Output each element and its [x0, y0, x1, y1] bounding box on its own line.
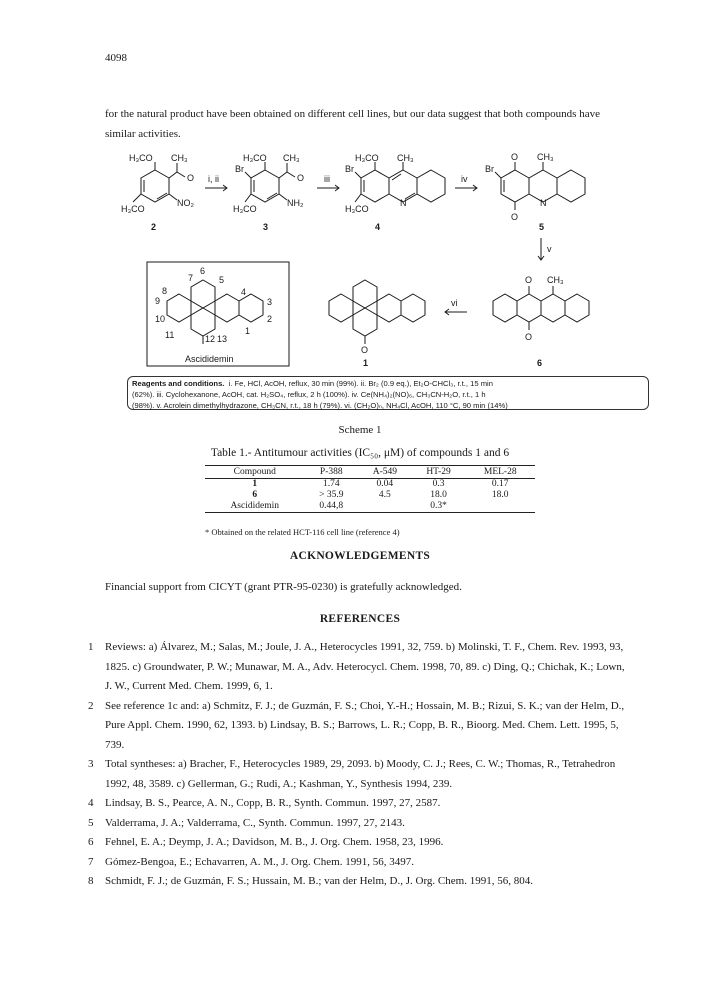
table-cell: 6 [252, 490, 258, 500]
table-cell: 1 [252, 479, 258, 489]
label-o-bottom-6: O [525, 332, 533, 342]
table-cell: 1.74 [322, 479, 340, 489]
svg-text:10: 10 [155, 314, 166, 324]
table-cell: > 35.9 [319, 490, 344, 500]
table-cell: 18.0 [430, 490, 447, 500]
references-heading: REFERENCES [319, 613, 401, 625]
label-o-2: O [187, 173, 195, 183]
table-cell: 0.17 [491, 479, 509, 489]
table-footnote: * Obtained on the related HCT-116 cell line (reference 4) [205, 527, 400, 537]
table-header: MEL-28 [465, 466, 535, 479]
table-title: Table 1.- Antitumour activities (IC₅₀, μM) of compounds 1 and 6 [210, 447, 510, 459]
label-h3co-bottom-3: H₃CO [233, 204, 257, 214]
reference-item [88, 697, 633, 756]
table-row [205, 490, 535, 501]
references-list [88, 638, 633, 892]
compound-3-structure [233, 153, 304, 232]
reaction-scheme [105, 150, 625, 380]
reference-text: Valderrama, J. A.; Valderrama, C., Synth. Commun. 1997, 27, 2143. [105, 816, 405, 829]
compound-number-5: 5 [539, 222, 545, 232]
label-o-top-5: O [511, 152, 519, 162]
reagents-title: Reagents and conditions. [132, 379, 225, 388]
label-br-5: Br [485, 164, 494, 174]
table-header: Compound [205, 466, 304, 479]
label-h3co-top-2: H₃CO [129, 153, 153, 163]
table-header: HT-29 [412, 466, 466, 479]
svg-text:5: 5 [219, 275, 225, 285]
table-cell: Ascididemin [205, 501, 304, 513]
reference-item [88, 872, 633, 892]
acknowledgements-text: Financial support from CICYT (grant PTR-95-0230) is gratefully acknowledged. [105, 581, 462, 593]
label-ch3-3: CH₃ [283, 153, 300, 163]
compound-4-structure [345, 153, 445, 232]
arrow-step-iv [455, 174, 477, 191]
label-o-top-6: O [525, 275, 533, 285]
page-number: 4098 [105, 52, 127, 64]
reference-number: 4 [88, 797, 94, 809]
reference-number: 3 [88, 758, 94, 770]
svg-text:4: 4 [241, 287, 247, 297]
table-cell: 0.04 [376, 479, 394, 489]
reference-text: Reviews: a) Álvarez, M.; Salas, M.; Joule, J. A., Heterocycles 1991, 32, 759. b) Molinski, T. F., Chem. Rev. 1993, 93, 1825. c) Groundwater, P. W.; Munawar, M. A., Adv. Heterocycl. Chem. 1998, 70, 89. c) Ding, Q.; Chichak, K.; Lown, J. W., Current Med. Chem. 1999, 6, 1. [105, 641, 625, 692]
arrow-label-iv: iv [461, 174, 468, 184]
svg-text:6: 6 [200, 266, 206, 276]
ascididemin-box [147, 262, 289, 366]
acknowledgements-heading: ACKNOWLEDGEMENTS [289, 550, 431, 562]
label-h3co-bottom-2: H₃CO [121, 204, 145, 214]
ascididemin-label: Ascididemin [185, 354, 234, 364]
label-ch3-2: CH₃ [171, 153, 188, 163]
label-ch3-4: CH₃ [397, 153, 414, 163]
reagents-line-3: (98%). v. Acrolein dimethylhydrazone, CH₃CN, r.t., 18 h (79%). vi. (CH₂O)ₙ, NH₄Cl, AcOH, 110 °C, 90 min (14%) [132, 401, 508, 410]
table-cell: 0.3 [432, 479, 445, 489]
table-cell: 4.5 [378, 490, 391, 500]
label-h3co-top-3: H₃CO [243, 153, 267, 163]
table-cell [358, 501, 412, 513]
label-no2-2: NO₂ [177, 198, 194, 208]
table-row [205, 501, 535, 513]
reference-number: 1 [88, 641, 94, 653]
compound-5-structure [485, 152, 585, 232]
compound-6-structure [493, 275, 589, 368]
table-header: P-388 [304, 466, 358, 479]
reference-item [88, 755, 633, 794]
reference-number: 6 [88, 836, 94, 848]
compound-number-4: 4 [375, 222, 381, 232]
reference-item [88, 638, 633, 697]
reference-text: Lindsay, B. S., Pearce, A. N., Copp, B. R., Synth. Commun. 1997, 27, 2587. [105, 797, 441, 809]
arrow-label-i-ii: i, ii [208, 174, 219, 184]
table-header-row [205, 466, 535, 479]
svg-text:13: 13 [217, 334, 228, 344]
arrow-step-iii [317, 174, 339, 191]
reference-text: Gómez-Bengoa, E.; Echavarren, A. M., J. Org. Chem. 1991, 56, 3497. [105, 855, 414, 868]
activity-table [205, 465, 535, 513]
reference-item [88, 814, 633, 834]
compound-number-1: 1 [363, 358, 369, 368]
label-o-bottom-5: O [511, 212, 519, 222]
reference-item [88, 794, 633, 814]
svg-text:1: 1 [245, 326, 251, 336]
arrow-label-v: v [547, 244, 552, 254]
reference-item [88, 833, 633, 853]
svg-text:2: 2 [267, 314, 273, 324]
label-n-4: N [400, 198, 407, 208]
svg-text:12: 12 [205, 334, 216, 344]
reagents-line-2: (62%). iii. Cyclohexanone, AcOH, cat. H₂SO₄, reflux, 2 h (100%). iv. Ce(NH₄)₂(NO)₆, CH₃CN-H₂O, r.t., 1 h [132, 390, 486, 399]
label-o-3: O [297, 173, 305, 183]
reference-number: 5 [88, 816, 94, 829]
svg-text:3: 3 [267, 297, 273, 307]
reference-item [88, 853, 633, 873]
table-cell: 18.0 [491, 490, 509, 500]
arrow-label-iii: iii [324, 174, 330, 184]
arrow-label-vi: vi [451, 298, 458, 308]
label-ch3-6: CH₃ [547, 275, 564, 285]
svg-text:7: 7 [188, 273, 194, 283]
label-br-4: Br [345, 164, 354, 174]
svg-text:8: 8 [162, 286, 168, 296]
label-n-5: N [540, 198, 547, 208]
table-row [205, 479, 535, 491]
compound-number-6: 6 [537, 358, 543, 368]
svg-text:11: 11 [165, 330, 175, 340]
label-h3co-top-4: H₃CO [355, 153, 379, 163]
label-ch3-5: CH₃ [537, 152, 554, 162]
reference-text: Schmidt, F. J.; de Guzmán, F. S.; Hussain, M. B.; van der Helm, D., J. Org. Chem. 1991, 56, 804. [105, 875, 533, 887]
reference-text: Total syntheses: a) Bracher, F., Heterocycles 1989, 29, 2093. b) Moody, C. J.; Rees, C. W.; Thomas, R., Tetrahedron 1992, 48, 3589. c) Gellerman, G.; Rudi, A.; Kashman, Y., Synthesis 1994, 239. [105, 758, 616, 790]
label-br-3: Br [235, 164, 244, 174]
arrow-step-i-ii [205, 174, 227, 191]
reagents-line-1: i. Fe, HCl, AcOH, reflux, 30 min (99%). ii. Br₂ (0.9 eq.), Et₂O-CHCl₃, r.t., 15 min [228, 379, 493, 388]
reference-text: Fehnel, E. A.; Deymp, J. A.; Davidson, M. B., J. Org. Chem. 1958, 23, 1996. [105, 836, 444, 848]
compound-number-2: 2 [151, 222, 157, 232]
compound-number-3: 3 [263, 222, 269, 232]
reference-text: See reference 1c and: a) Schmitz, F. J.; de Guzmán, F. S.; Choi, Y.-H.; Hossain, M. B.; Rizui, S. K.; van der Helm, D., Pure Appl. Chem. 1990, 62, 1393. b) Lindsay, B. S.; Barrows, L. R.; Copp, B. R., Bioorg. Med. Chem. Lett. 1995, 5, 739. [105, 699, 625, 751]
reference-number: 7 [88, 855, 94, 868]
compound-2-structure [121, 153, 195, 232]
arrow-step-v [538, 238, 552, 260]
reference-number: 2 [88, 699, 94, 712]
table-cell: 0.44,8 [304, 501, 358, 513]
label-nh2-3: NH₂ [287, 198, 304, 208]
intro-paragraph: for the natural product have been obtained on different cell lines, but our data suggest that both compounds have similar activities. [105, 108, 600, 140]
scheme-caption: Scheme 1 [338, 424, 382, 436]
label-o-1: O [361, 345, 369, 355]
arrow-step-vi [445, 298, 467, 315]
table-header: A-549 [358, 466, 412, 479]
reagents-box [127, 376, 649, 410]
svg-text:9: 9 [155, 296, 161, 306]
table-cell: 0.3* [412, 501, 466, 513]
compound-1-structure [329, 280, 425, 368]
reference-number: 8 [88, 875, 94, 887]
label-h3co-bottom-4: H₃CO [345, 204, 369, 214]
table-cell [465, 501, 535, 513]
